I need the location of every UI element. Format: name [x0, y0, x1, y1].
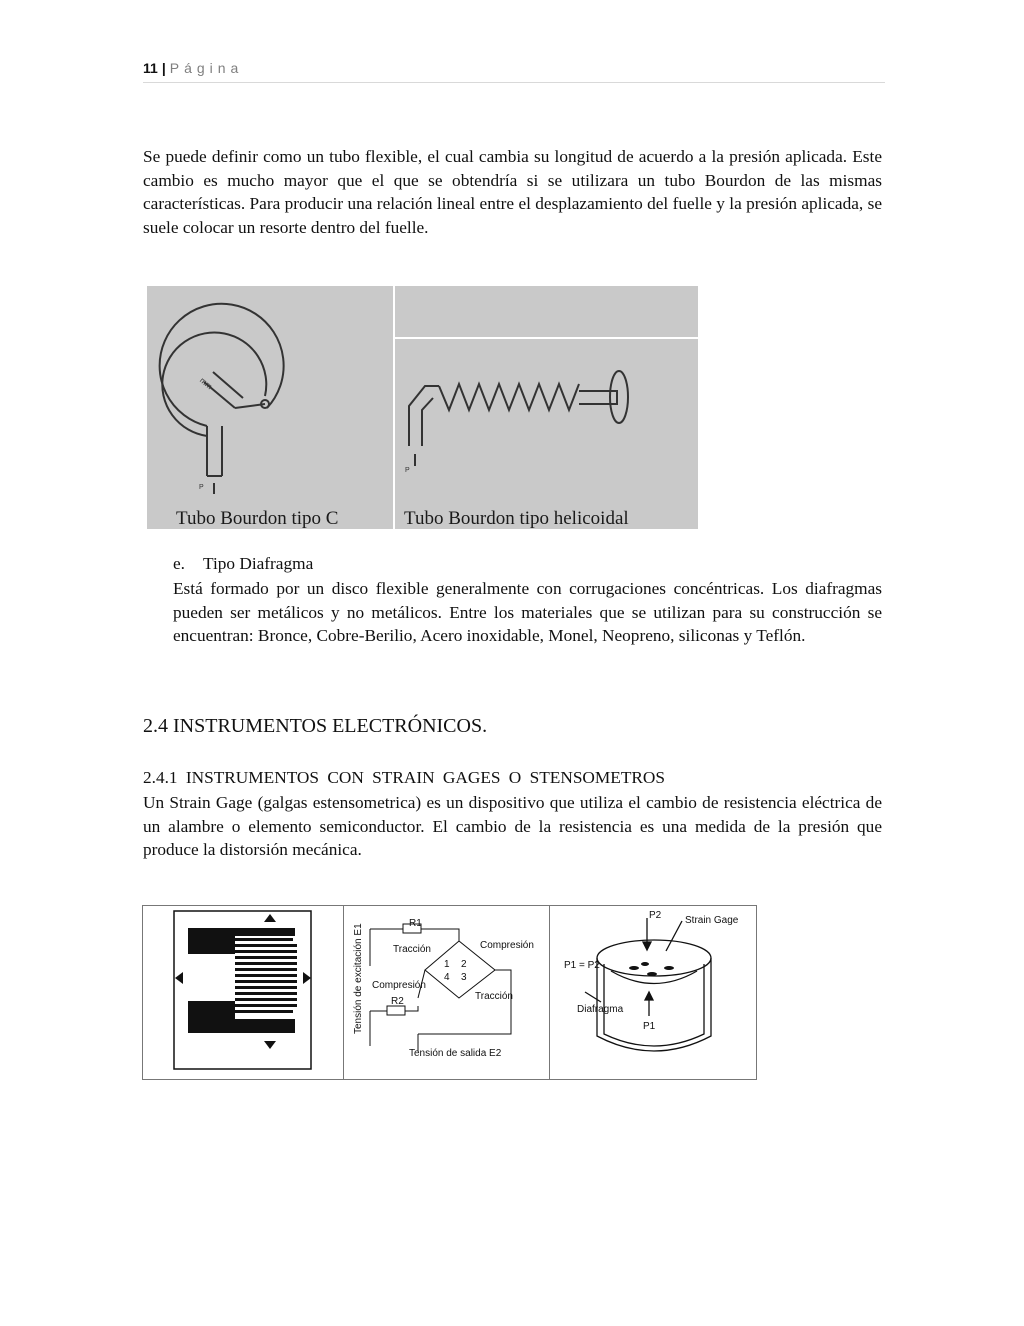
pressure-label-left: P	[199, 484, 204, 491]
diaphragm-p1-label: P1	[643, 1021, 656, 1032]
page-number: 11	[143, 60, 158, 76]
diaphragm-label: Diafragma	[577, 1004, 624, 1015]
bourdon-drawing	[147, 286, 698, 529]
diaphragm-strain-gage-label: Strain Gage	[685, 915, 739, 926]
page-header	[143, 60, 885, 83]
caption-bourdon-c: Tubo Bourdon tipo C	[176, 508, 339, 529]
figure-divider	[393, 286, 395, 529]
caption-bourdon-helicoidal: Tubo Bourdon tipo helicoidal	[404, 508, 629, 529]
bourdon-figure	[147, 286, 698, 529]
strain-gage-pattern-panel	[143, 906, 344, 1079]
bridge-node-1: 1	[444, 959, 450, 970]
wheatstone-bridge-drawing	[343, 906, 549, 1079]
bridge-r1: R1	[409, 918, 422, 929]
intro-paragraph: Se puede definir como un tubo flexible, el cual cambia su longitud de acuerdo a la presión aplicada. Este cambio es mucho mayor que el que se obtendría si se utilizara un tubo Bourdon de las mismas características. Para producir una relación lineal entre el desplazamiento del fuelle y la presión aplicada, se suele colocar un resorte dentro del fuelle.	[143, 147, 882, 237]
scale-label: mm	[197, 375, 214, 392]
strain-gage-figure	[142, 905, 757, 1080]
bridge-node-3: 3	[461, 972, 467, 983]
strain-gage-paragraph: Un Strain Gage (galgas estensometrica) es un dispositivo que utiliza el cambio de resistencia eléctrica de un alambre o elemento semiconductor. El cambio de la resistencia es una medida de la presión que produce la distorsión mecánica.	[143, 793, 882, 859]
diaphragm-p2-label: P2	[649, 910, 662, 921]
diaphragm-equality-label: P1 = P2	[564, 960, 600, 971]
item-e-body: Está formado por un disco flexible generalmente con corrugaciones concéntricas. Los diafragmas pueden ser metálicos y no metálicos. Entre los materiales que se utilizan para su construcción se encuentran: Bronce, Cobre-Berilio, Acero inoxidable, Monel, Neopreno, siliconas y Teflón.	[173, 579, 882, 645]
strain-gage-pattern-drawing	[143, 906, 343, 1079]
section-heading: 2.4 INSTRUMENTOS ELECTRÓNICOS.	[143, 715, 488, 737]
bridge-node-2: 2	[461, 959, 467, 970]
pressure-label-right: P	[405, 467, 410, 474]
item-e-letter: e.	[173, 554, 185, 573]
header-separator: |	[161, 60, 166, 76]
diaphragm-panel	[549, 906, 756, 1079]
figure-header-line	[394, 337, 698, 339]
item-e-heading	[173, 554, 313, 574]
page-word: Página	[169, 60, 244, 76]
bridge-traccion-top: Tracción	[393, 944, 431, 955]
bridge-compresion-top: Compresión	[480, 940, 534, 951]
bridge-node-4: 4	[444, 972, 450, 983]
item-e-title: Tipo Diafragma	[203, 554, 314, 573]
diaphragm-drawing	[549, 906, 756, 1079]
bridge-output-label: Tensión de salida E2	[409, 1048, 502, 1059]
bourdon-c-tube-drawing	[160, 304, 284, 494]
subsection-heading: 2.4.1 INSTRUMENTOS CON STRAIN GAGES O STENSOMETROS	[143, 768, 666, 787]
bridge-traccion-bottom: Tracción	[475, 991, 513, 1002]
bridge-compresion-bottom: Compresión	[372, 980, 426, 991]
bridge-excitation-label: Tensión de excitación E1	[353, 923, 364, 1034]
bourdon-helical-drawing	[409, 371, 628, 466]
wheatstone-bridge-panel	[343, 906, 550, 1079]
bridge-r2: R2	[391, 996, 404, 1007]
